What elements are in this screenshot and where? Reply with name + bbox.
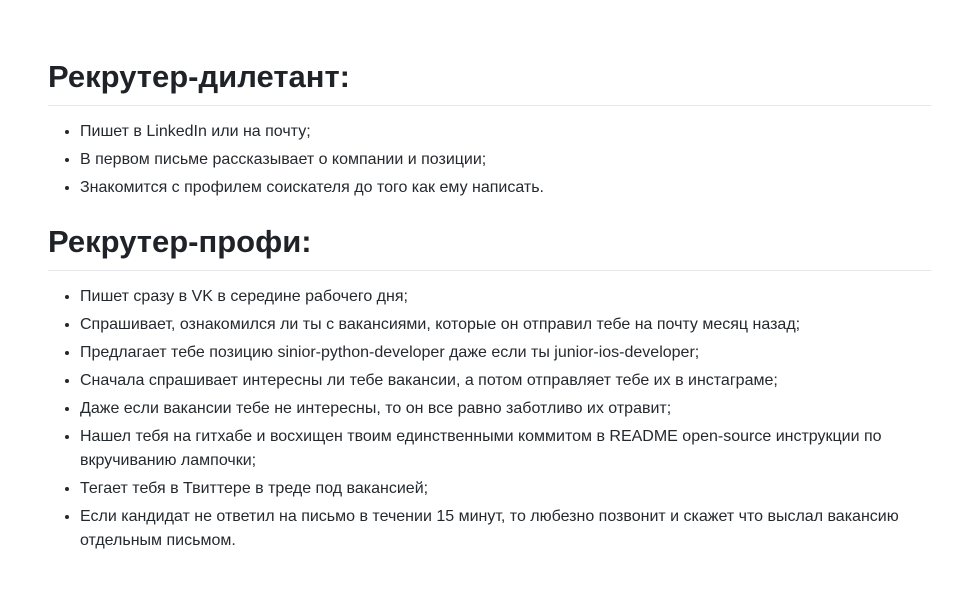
list-item: • Тегает тебя в Твиттере в треде под вакансией; xyxy=(80,477,931,501)
list-item: • Сначала спрашивает интересны ли тебе вакансии, а потом отправляет тебе их в инстаграме; xyxy=(80,369,931,393)
section-pro-recruiter xyxy=(48,217,931,553)
bullet-list xyxy=(48,120,931,200)
list-item: • Нашел тебя на гитхабе и восхищен твоим единственными коммитом в README open-source инструкции по вкручиванию лампочки; xyxy=(80,425,931,473)
list-item: • Предлагает тебе позицию sinior-python-developer даже если ты junior-ios-developer; xyxy=(80,341,931,365)
list-item: • Знакомится с профилем соискателя до того как ему написать. xyxy=(80,176,931,200)
list-item: • В первом письме рассказывает о компании и позиции; xyxy=(80,148,931,172)
section-heading: Рекрутер-профи: xyxy=(48,217,931,271)
list-item: • Пишет сразу в VK в середине рабочего дня; xyxy=(80,285,931,309)
list-item: • Даже если вакансии тебе не интересны, то он все равно заботливо их отравит; xyxy=(80,397,931,421)
section-amateur-recruiter xyxy=(48,52,931,200)
list-item: • Если кандидат не ответил на письмо в течении 15 минут, то любезно позвонит и скажет что выслал вакансию отдельным письмом. xyxy=(80,505,931,553)
bullet-list xyxy=(48,285,931,553)
section-heading: Рекрутер-дилетант: xyxy=(48,52,931,106)
list-item: • Спрашивает, ознакомился ли ты с вакансиями, которые он отправил тебе на почту месяц назад; xyxy=(80,313,931,337)
list-item: • Пишет в LinkedIn или на почту; xyxy=(80,120,931,144)
